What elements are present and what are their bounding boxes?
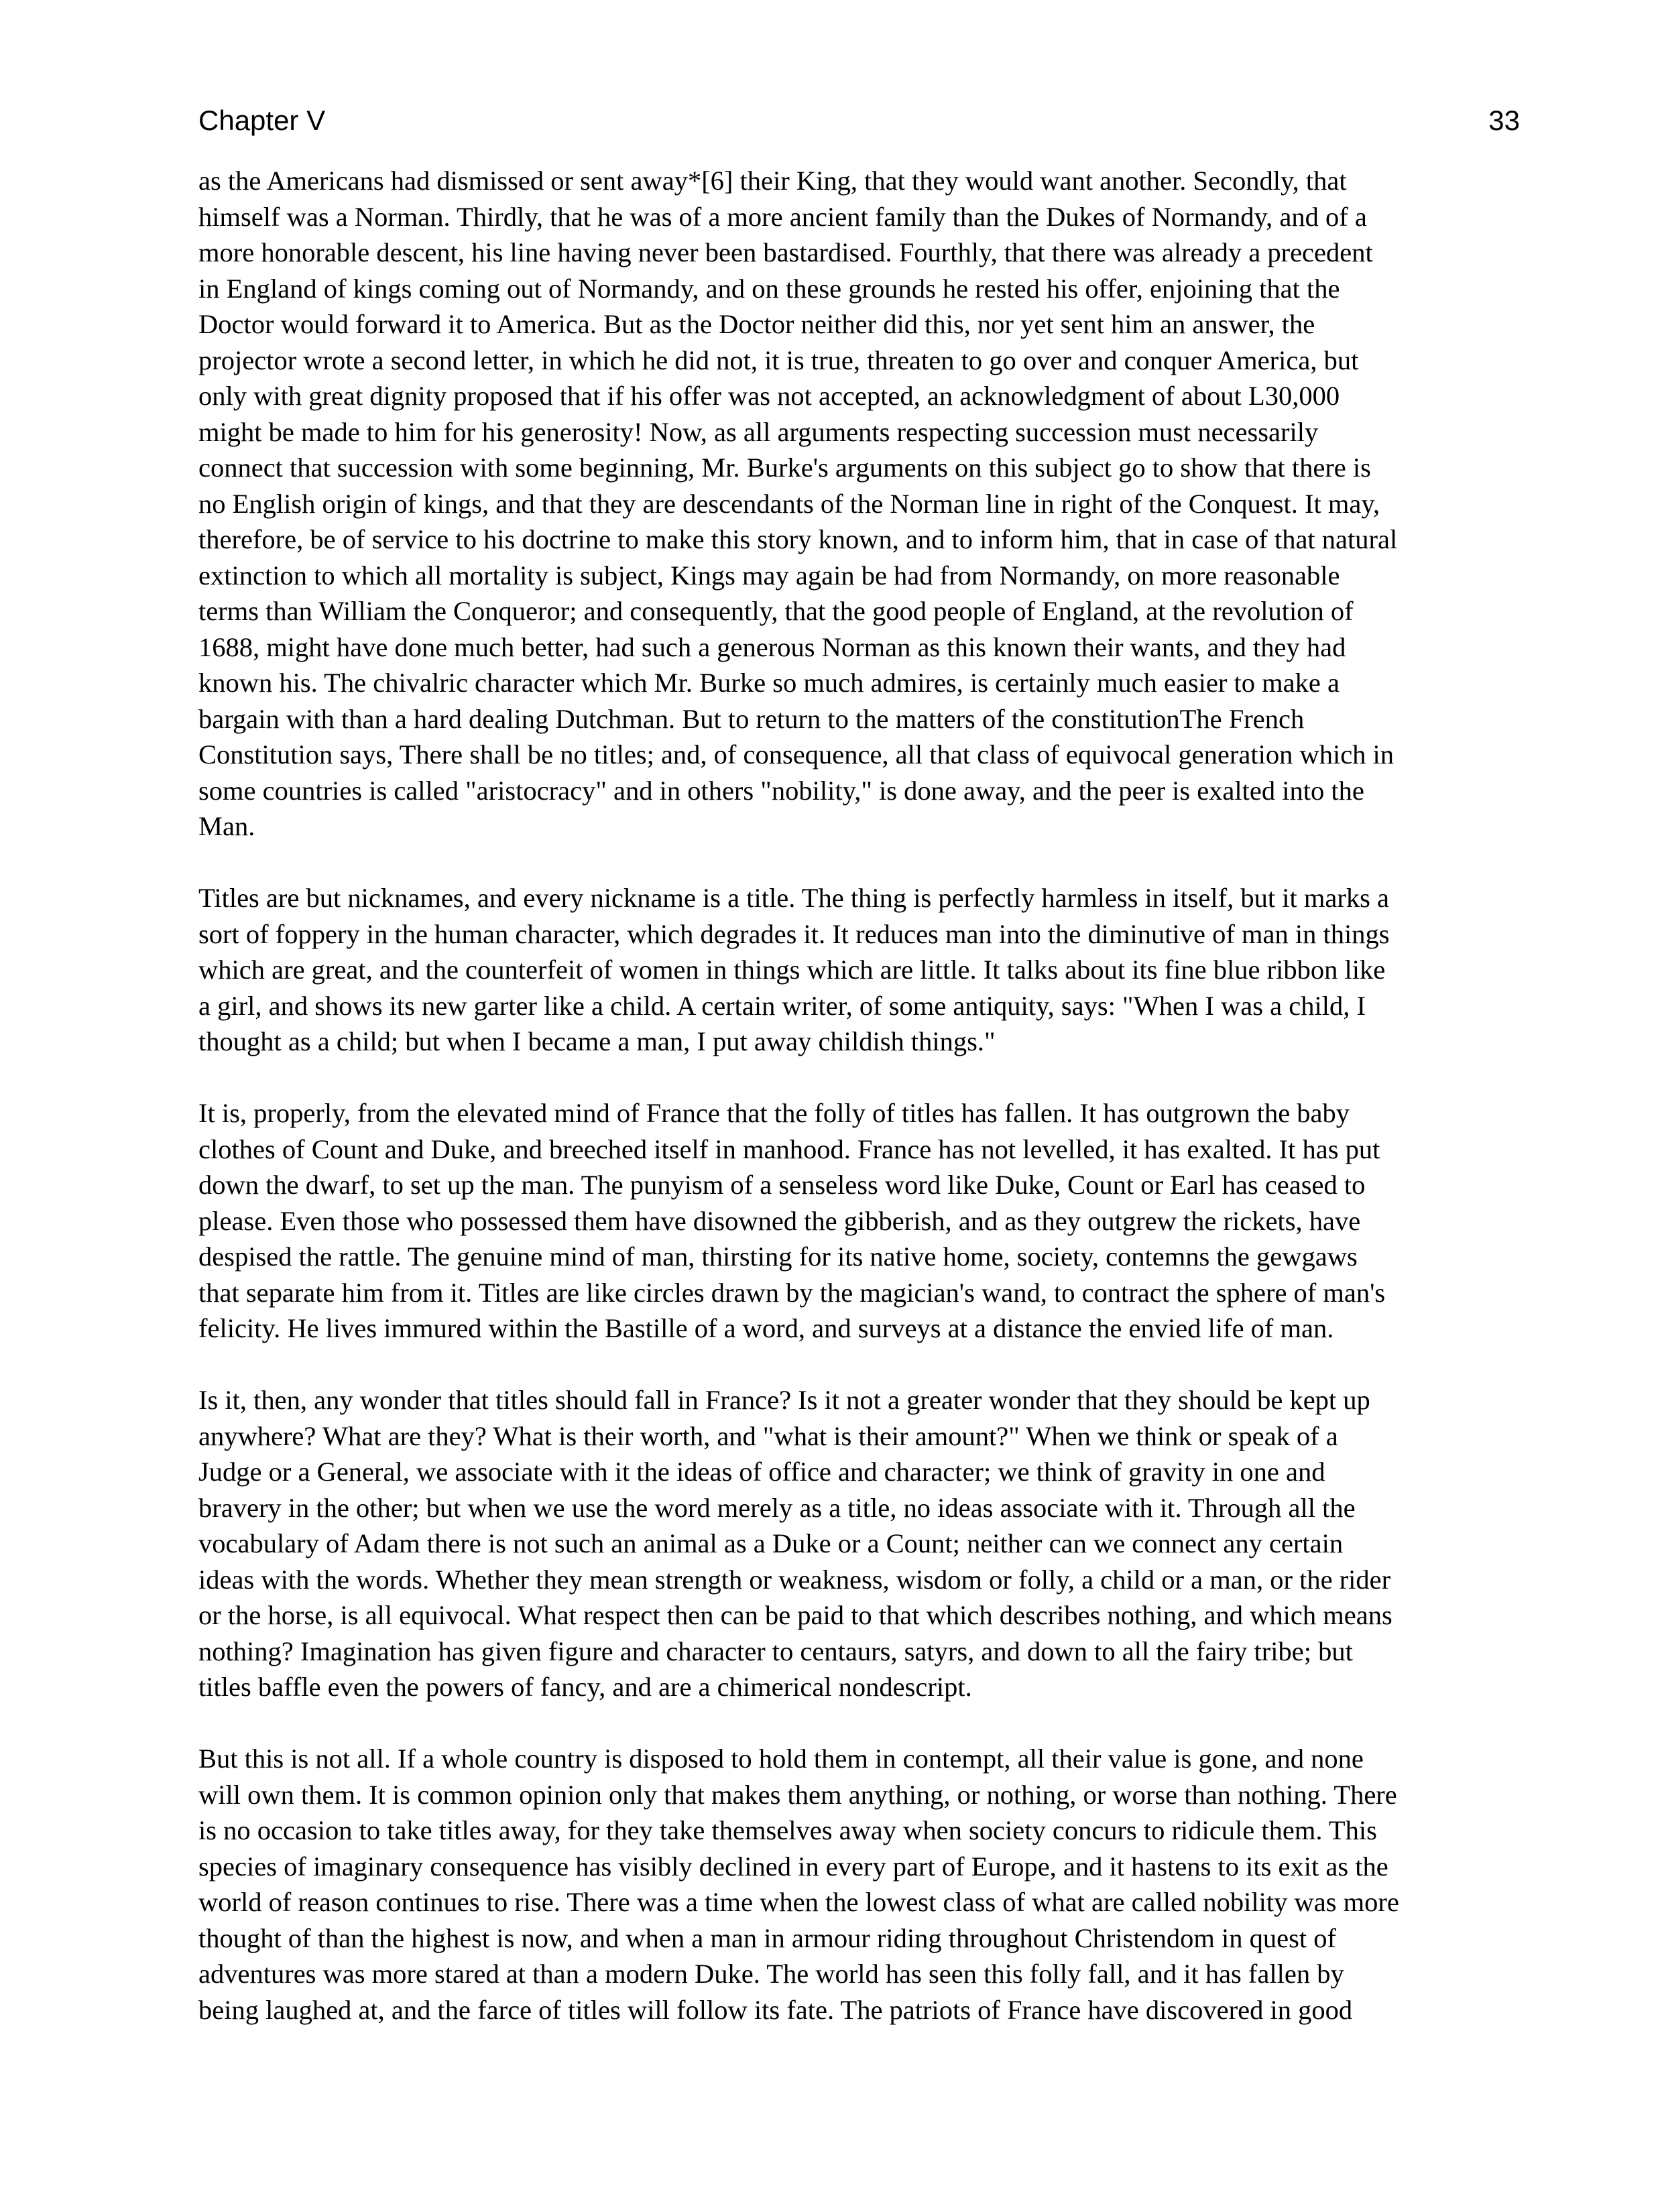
running-header (198, 101, 1520, 141)
text-line: Titles are but nicknames, and every nickname is a title. The thing is perfectly harmless in itself, but it marks a (198, 883, 1389, 913)
text-line: projector wrote a second letter, in which he did not, it is true, threaten to go over and conquer America, but (198, 345, 1359, 375)
text-line: nothing? Imagination has given figure and character to centaurs, satyrs, and down to all the fairy tribe; but (198, 1636, 1353, 1666)
text-line: Constitution says, There shall be no titles; and, of consequence, all that class of equivocal generation which in (198, 739, 1394, 770)
text-line: is no occasion to take titles away, for they take themselves away when society concurs to ridicule them. This (198, 1815, 1377, 1845)
text-line: Judge or a General, we associate with it the ideas of office and character; we think of gravity in one and (198, 1457, 1325, 1487)
text-line: please. Even those who possessed them have disowned the gibberish, and as they outgrew the rickets, have (198, 1205, 1361, 1236)
text-line: no English origin of kings, and that they are descendants of the Norman line in right of the Conquest. It may, (198, 488, 1380, 519)
paragraph (198, 880, 1526, 1060)
text-line: titles baffle even the powers of fancy, and are a chimerical nondescript. (198, 1672, 972, 1702)
text-line: connect that succession with some beginning, Mr. Burke's arguments on this subject go to show that there is (198, 452, 1371, 483)
text-line: Is it, then, any wonder that titles should fall in France? Is it not a greater wonder that they should be kept up (198, 1385, 1370, 1415)
paragraph (198, 1382, 1526, 1705)
text-line: that separate him from it. Titles are like circles drawn by the magician's wand, to contract the sphere of man's (198, 1277, 1386, 1308)
text-line: bargain with than a hard dealing Dutchman. But to return to the matters of the constitutionThe French (198, 703, 1305, 734)
text-line: Man. (198, 811, 255, 841)
text-line: will own them. It is common opinion only that makes them anything, or nothing, or worse than nothing. There (198, 1779, 1397, 1810)
text-line: as the Americans had dismissed or sent away*[6] their King, that they would want another. Secondly, that (198, 166, 1347, 196)
text-line: known his. The chivalric character which Mr. Burke so much admires, is certainly much easier to make a (198, 668, 1340, 698)
text-line: species of imaginary consequence has visibly declined in every part of Europe, and it hastens to its exit as the (198, 1851, 1388, 1882)
text-line: clothes of Count and Duke, and breeched itself in manhood. France has not levelled, it has exalted. It has put (198, 1133, 1380, 1164)
text-line: bravery in the other; but when we use the word merely as a title, no ideas associate with it. Through all the (198, 1492, 1356, 1523)
text-line: a girl, and shows its new garter like a child. A certain writer, of some antiquity, says: "When I was a child, I (198, 990, 1366, 1021)
text-line: Doctor would forward it to America. But as the Doctor neither did this, nor yet sent him an answer, the (198, 309, 1315, 339)
paragraph (198, 1741, 1526, 2028)
text-line: But this is not all. If a whole country is disposed to hold them in contempt, all their value is gone, and none (198, 1743, 1364, 1774)
text-line: sort of foppery in the human character, which degrades it. It reduces man into the diminutive of man in things (198, 918, 1390, 949)
chapter-title: Chapter V (198, 105, 326, 136)
text-line: being laughed at, and the farce of titles will follow its fate. The patriots of France have discovered in good (198, 1994, 1353, 2025)
text-line: anywhere? What are they? What is their worth, and "what is their amount?" When we think or speak of a (198, 1420, 1338, 1451)
text-line: down the dwarf, to set up the man. The punyism of a senseless word like Duke, Count or Earl has ceased to (198, 1170, 1366, 1200)
paragraph (198, 1095, 1526, 1347)
text-line: world of reason continues to rise. There was a time when the lowest class of what are called nobility was more (198, 1887, 1399, 1917)
page-number: 33 (1488, 105, 1520, 136)
text-line: adventures was more stared at than a modern Duke. The world has seen this folly fall, and it has fallen by (198, 1959, 1344, 1989)
body-text (198, 163, 1526, 2028)
text-line: extinction to which all mortality is subject, Kings may again be had from Normandy, on more reasonable (198, 560, 1340, 591)
text-line: felicity. He lives immured within the Bastille of a word, and surveys at a distance the envied life of man. (198, 1313, 1334, 1343)
text-line: in England of kings coming out of Normandy, and on these grounds he rested his offer, enjoining that the (198, 273, 1340, 304)
text-line: It is, properly, from the elevated mind of France that the folly of titles has fallen. It has outgrown the baby (198, 1098, 1350, 1128)
text-line: more honorable descent, his line having never been bastardised. Fourthly, that there was already a precedent (198, 237, 1373, 267)
text-line: only with great dignity proposed that if his offer was not accepted, an acknowledgment of about L30,000 (198, 381, 1340, 411)
text-line: which are great, and the counterfeit of women in things which are little. It talks about its fine blue ribbon like (198, 955, 1386, 985)
text-line: vocabulary of Adam there is not such an animal as a Duke or a Count; neither can we connect any certain (198, 1528, 1344, 1558)
text-line: despised the rattle. The genuine mind of man, thirsting for its native home, society, contemns the gewgaws (198, 1241, 1358, 1272)
text-line: some countries is called "aristocracy" and in others "nobility," is done away, and the peer is exalted into the (198, 775, 1364, 806)
text-line: thought of than the highest is now, and when a man in armour riding throughout Christendom in quest of (198, 1922, 1337, 1953)
paragraph (198, 163, 1526, 845)
text-line: thought as a child; but when I became a man, I put away childish things." (198, 1026, 996, 1056)
text-line: or the horse, is all equivocal. What respect then can be paid to that which describes nothing, and which means (198, 1600, 1392, 1630)
text-line: terms than William the Conqueror; and consequently, that the good people of England, at the revolution of (198, 596, 1354, 626)
text-line: might be made to him for his generosity! Now, as all arguments respecting succession must necessarily (198, 416, 1319, 447)
text-line: 1688, might have done much better, had such a generous Norman as this known their wants, and they had (198, 631, 1346, 662)
text-line: ideas with the words. Whether they mean strength or weakness, wisdom or folly, a child or a man, or the rider (198, 1564, 1391, 1595)
text-line: himself was a Norman. Thirdly, that he was of a more ancient family than the Dukes of Normandy, and of a (198, 201, 1367, 232)
text-line: therefore, be of service to his doctrine to make this story known, and to inform him, that in case of that natural (198, 524, 1398, 554)
